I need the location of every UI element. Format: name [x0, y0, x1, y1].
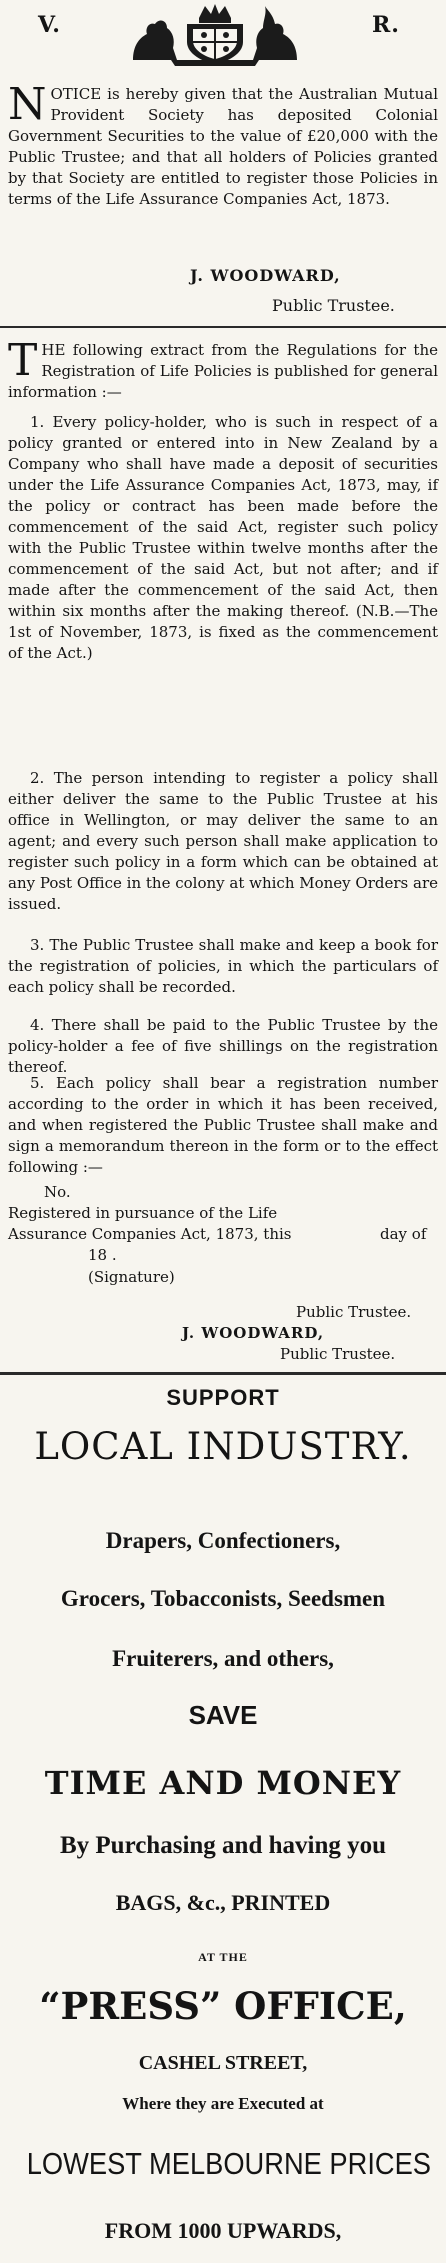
regulations-intro-text: HE following extract from the Regulations for the Registration of Life Policies is published for general information :— — [8, 341, 438, 401]
dropcap-n: N — [8, 79, 47, 130]
advert-line-drapers: Drapers, Confectioners, — [105, 1528, 341, 1553]
regulations-intro — [8, 335, 438, 403]
advert-line-grocers: Grocers, Tobacconists, Seedsmen — [60, 1586, 386, 1611]
form-day-of: day of — [380, 1225, 427, 1243]
header-letter-v: V. — [38, 12, 61, 38]
advert-cashel-street: CASHEL STREET, — [138, 2052, 308, 2074]
regulation-4: 4. There shall be paid to the Public Trustee by the policy-holder a fee of five shillings on the registration thereof. — [8, 1016, 438, 1076]
advert-purchasing: By Purchasing and having you — [59, 1832, 387, 1859]
advert-lowest-prices: LOWEST MELBOURNE PRICES — [26, 2146, 431, 2181]
advert-where-executed: Where they are Executed at — [122, 2094, 324, 2113]
advert-local-industry: LOCAL INDUSTRY. — [34, 1425, 412, 1468]
advert-from-1000: FROM 1000 UPWARDS, — [104, 2218, 342, 2243]
advert-press-office: “PRESS” OFFICE, — [39, 1984, 407, 2028]
header-letter-r: R. — [372, 12, 400, 38]
advert-bags-printed: BAGS, &c., PRINTED — [115, 1890, 331, 1915]
form-public-trustee: Public Trustee. — [296, 1303, 412, 1321]
form-registered-line: Registered in pursuance of the Life Assurance Companies Act, 1873, this — [8, 1204, 292, 1243]
form-signature-line: (Signature) — [88, 1268, 175, 1286]
form-number: No. — [44, 1183, 71, 1201]
regulations-signature: J. WOODWARD, — [182, 1324, 325, 1342]
divider-rule — [0, 326, 446, 328]
notice-signature: J. WOODWARD, — [190, 266, 341, 285]
regulation-5: 5. Each policy shall bear a registration number according to the order in which it has been received, and when registered the Public Trustee shall make and sign a memorandum thereon in the form or to the effect following :— — [8, 1074, 438, 1176]
dropcap-t: T — [8, 335, 38, 386]
notice-signature-title: Public Trustee. — [272, 296, 395, 315]
regulation-1: 1. Every policy-holder, who is such in respect of a policy granted or entered into in New Zealand by a Company who shall have made a deposit of securities under the Life Assurance Companies Act, 1873, may, if the policy or contract has been made before the commencement of the said Act, register such policy with the Public Trustee within twelve months after the commencement of the said Act, but not after; and if made after the commencement of the said Act, then within six months after the making thereof. (N.B.—The 1st of November, 1873, is fixed as the commencement of the Act.) — [8, 413, 438, 662]
regulations-signature-title: Public Trustee. — [280, 1345, 396, 1363]
advert-line-fruiterers: Fruiterers, and others, — [112, 1646, 334, 1671]
divider-rule — [0, 1372, 446, 1375]
advert-support: SUPPORT — [166, 1385, 280, 1410]
advert-save: SAVE — [188, 1700, 258, 1730]
advert-at-the: AT THE — [198, 1950, 248, 1964]
notice-paragraph — [8, 79, 438, 210]
notice-text: OTICE is hereby given that the Australian Mutual Provident Society has deposited Colonial Government Securities to the value of £20,000 with the Public Trustee; and that all holders of Policies granted by that Society are entitled to register those Policies in terms of the Life Assurance Companies Act, 1873. — [8, 85, 438, 208]
royal-coat-of-arms-icon — [115, 2, 315, 66]
regulation-2: 2. The person intending to register a policy shall either deliver the same to the Public Trustee at his office in Wellington, or may deliver the same to an agent; and every such person shall make application to register such policy in a form which can be obtained at any Post Office in the colony at which Money Orders are issued. — [8, 769, 438, 913]
advert-time-and-money: TIME AND MONEY — [44, 1764, 402, 1802]
form-year: 18 . — [88, 1246, 117, 1264]
regulation-3: 3. The Public Trustee shall make and keep a book for the registration of policies, in which the particulars of each policy shall be recorded. — [8, 936, 438, 996]
